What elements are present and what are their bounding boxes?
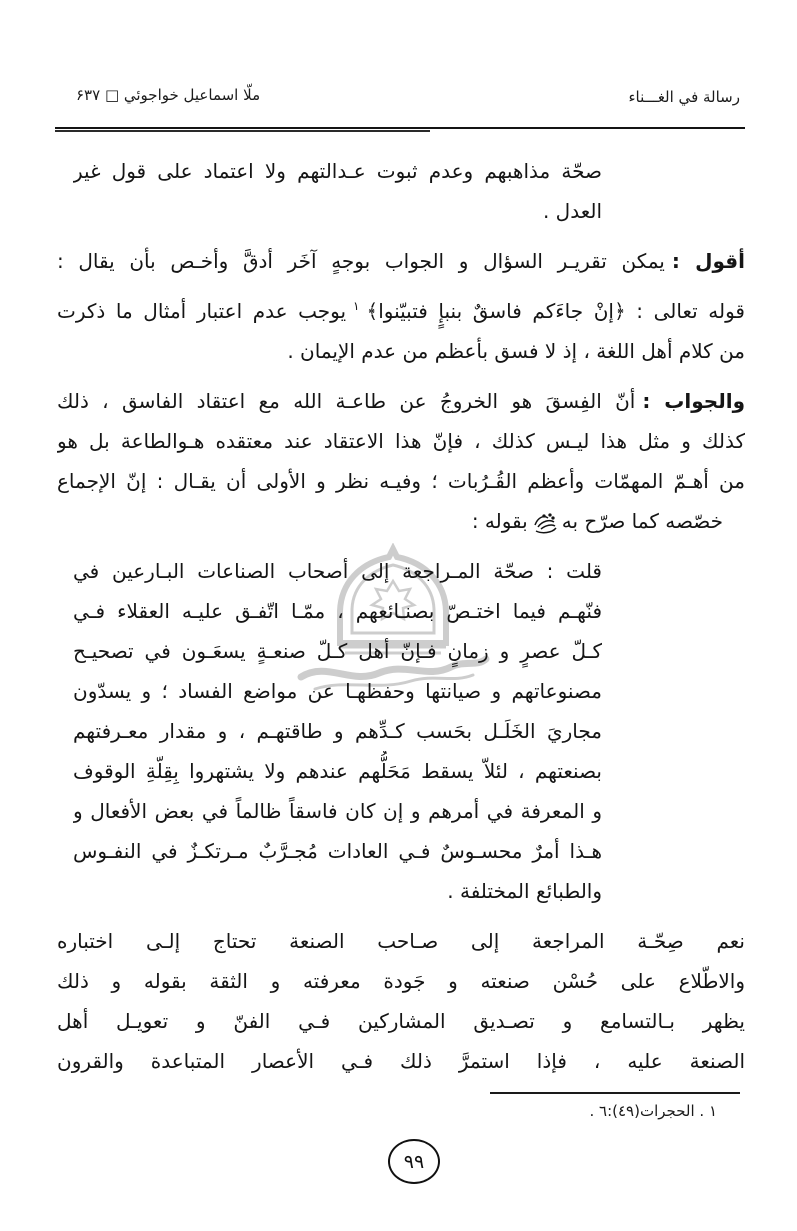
paragraph-verse: [57, 291, 745, 371]
body-line: [57, 241, 745, 281]
body-line: فنّهـم فيما اختـصّ بصنـائعهم ، ممّـا اتّفـق عليـه العقلاء فـي: [73, 599, 602, 623]
body-line: مجاريَ الخَلَـل بحَسب كـدِّهم و طاقتهـم ، و مقدار معـرفتهم: [73, 719, 602, 743]
line-text: يوجب عدم اعتبار أمثال ما ذكرت: [57, 299, 347, 323]
paragraph-naam: [57, 921, 745, 1081]
paragraph-lead-word: والجواب :: [642, 389, 745, 413]
body-line: قلت : صحّة المـراجعة إلى أصحاب الصناعات البـارعين في: [73, 559, 602, 583]
body-line: [57, 501, 745, 541]
body-line: والاطّلاع على حُسْن صنعته و جَودة معرفته و الثقة بقوله و ذلك: [57, 969, 745, 993]
body-line: يظهر بـالتسامع و تصـديق المشاركين فـي الفنّ و تعويـل أهل: [57, 1009, 745, 1033]
paragraph-lead-word: أقول :: [671, 249, 745, 273]
prophet-salutation-icon: [532, 510, 558, 534]
body-line: [57, 291, 745, 331]
footnote-separator: [490, 1092, 740, 1094]
footnote-marker: ١: [353, 299, 360, 314]
running-head-title: رسالة في الغـــناء: [628, 88, 740, 106]
paragraph-answer: [57, 381, 745, 541]
verse-text: قوله تعالى : ﴿إنْ جاءَكم فاسقٌ بنبإٍ فتبيّنوا﴾: [366, 299, 745, 323]
paragraph-qultu-quote: [73, 551, 602, 911]
body-line: بصنعتهم ، لئلاّ يسقط مَحَلُّهم عندهم ولا يشتهروا بِقِلّةِ الوقوف: [73, 759, 602, 783]
body-line: الصنعة عليه ، فإذا استمرَّ ذلك فـي الأعصار المتباعدة والقرون: [57, 1049, 745, 1073]
running-head-author-pagenum: ملّا اسماعيل خواجوئي □ ۶۳۷: [76, 86, 261, 104]
footnote-text: ١ . الحجرات(٤٩):٦ .: [589, 1102, 717, 1120]
header-rule-overstrike: [55, 130, 430, 132]
body-line: نعم صِحّـة المراجعة إلى صـاحب الصنعة تحتاج إلـى اختباره: [57, 929, 745, 953]
line-text: يمكن تقريـر السؤال و الجواب بوجهٍ آخَر أدقَّ وأخـص بأن يقال :: [57, 249, 665, 273]
paragraph-quote-continuation: [73, 151, 602, 231]
body-line: و المعرفة في أمرهم و إن كان فاسقاً ظالماً في بعض الأفعال و: [73, 799, 602, 823]
body-line: العدل .: [542, 199, 602, 223]
body-line: هـذا أمرٌ محسـوسٌ فـي العادات مُجـرَّبٌ مـرتكـزٌ في النفـوس: [73, 839, 602, 863]
page-number-badge: ٩٩: [388, 1139, 440, 1184]
body-line: كذلك و مثل هذا ليـس كذلك ، فإنّ هذا الاعتقاد عند معتقده هـوالطاعة بل هو: [57, 429, 745, 453]
body-text: [57, 151, 745, 1091]
body-line: من أهـمّ المهمّات وأعظم القُـرُبات ؛ وفيـه نظر و الأولى أن يقـال : إنّ الإجماع: [57, 469, 745, 493]
body-line: [57, 381, 745, 421]
body-line: من كلام أهل اللغة ، إذ لا فسق بأعظم من عدم الإيمان .: [287, 339, 745, 363]
line-text: بقوله :: [471, 509, 528, 533]
body-line: مصنوعاتهم و صيانتها وحفظهـا عن مواضع الفساد ؛ و يسدّون: [73, 679, 602, 703]
header-rule: [55, 127, 745, 129]
body-line: والطبائع المختلفة .: [447, 879, 602, 903]
line-text: أنّ الفِسقَ هو الخروجُ عن طاعـة الله مع اعتقاد الفاسق ، ذلك: [57, 389, 636, 413]
line-text: خصّصه كما صرّح به: [561, 509, 723, 533]
body-line: كـلّ عصرٍ و زمانٍ فـإنّ أهل كـلّ صنعـةٍ يسعَـون في تصحيـح: [73, 639, 602, 663]
paragraph-aqulu: [57, 241, 745, 281]
body-line: صحّة مذاهبهم وعدم ثبوت عـدالتهم ولا اعتماد على قول غير: [73, 159, 602, 183]
